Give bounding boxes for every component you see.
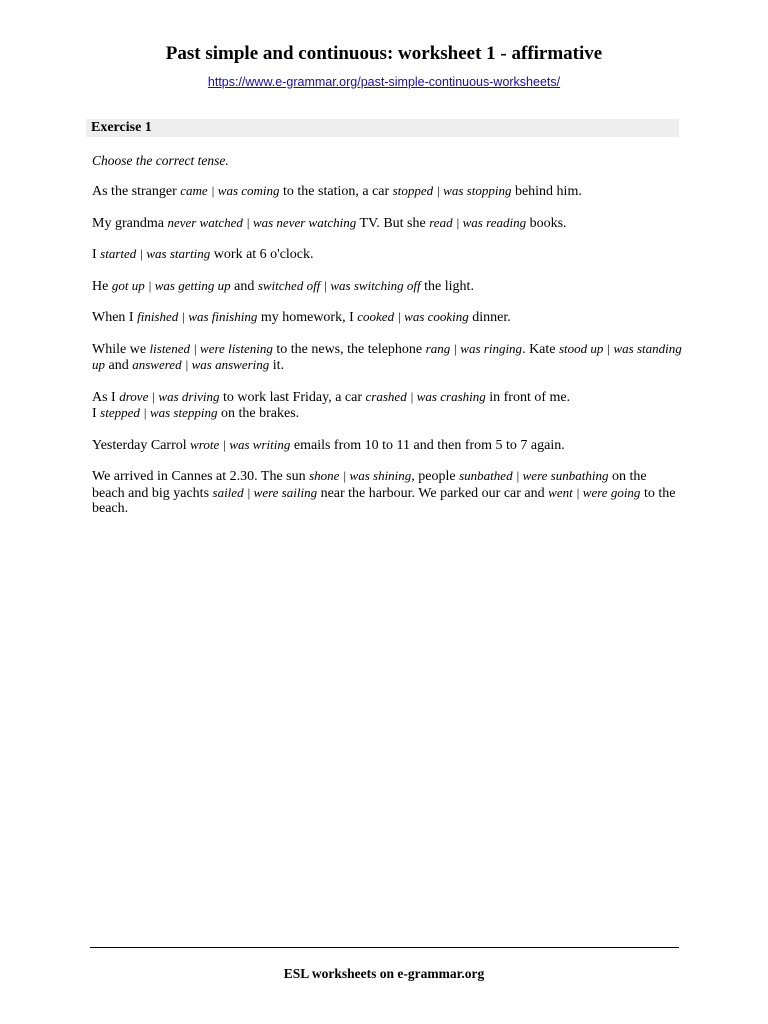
- sentence-text: My grandma: [92, 215, 168, 231]
- exercise-item: [92, 341, 682, 374]
- sentence-text: I: [92, 406, 101, 421]
- footer-divider: [90, 947, 679, 948]
- sentence-text: to the news, the telephone: [272, 341, 426, 357]
- sentence-text: I: [92, 247, 101, 262]
- sentence-text: to the beach.: [92, 485, 676, 516]
- sentence-text: As the stranger: [92, 184, 181, 199]
- tense-choice: shone | was shining: [309, 468, 412, 483]
- exercise-heading: Exercise 1: [91, 120, 152, 135]
- exercise-item: [92, 246, 682, 263]
- tense-choice: came | was coming: [180, 183, 280, 198]
- sentence-text: Yesterday Carrol: [92, 437, 191, 453]
- tense-choice: sailed | were sailing: [212, 484, 318, 500]
- tense-choice: cooked | was cooking: [357, 309, 469, 324]
- sentence-text: He: [92, 278, 112, 294]
- sentence-text: emails from 10 to 11 and then from 5 to 7 again.: [290, 437, 565, 453]
- tense-choice: drove | was driving: [119, 388, 220, 404]
- sentence-text: my homework, I: [257, 310, 358, 325]
- sentence-text: and: [230, 278, 258, 294]
- sentence-text: dinner.: [468, 310, 511, 325]
- tense-choice: finished | was finishing: [137, 309, 258, 324]
- tense-choice: went | were going: [548, 484, 641, 500]
- exercise-item: [92, 437, 682, 454]
- sentence-text: near the harbour. We parked our car and: [317, 485, 549, 501]
- tense-choice: got up | was getting up: [111, 277, 231, 293]
- source-link[interactable]: https://www.e-grammar.org/past-simple-continuous-worksheets/: [207, 75, 561, 89]
- exercise-item: [92, 309, 682, 326]
- sentence-text: to the station, a car: [279, 184, 393, 199]
- tense-choice: answered | was answering: [132, 357, 270, 372]
- tense-choice: rang | was ringing: [425, 340, 523, 356]
- exercise-instruction: Choose the correct tense.: [92, 153, 229, 168]
- sentence-text: work at 6 o'clock.: [210, 247, 314, 262]
- tense-choice: stopped | was stopping: [392, 183, 512, 198]
- sentence-text: on the brakes.: [217, 406, 300, 421]
- tense-choice: stood up | was standing up: [92, 340, 682, 372]
- sentence-text: the light.: [420, 278, 474, 294]
- sentence-text: TV. But she: [356, 215, 430, 231]
- exercise-heading-bar: [86, 119, 679, 137]
- sentence-text: , people: [411, 469, 460, 484]
- sentence-text: books.: [526, 215, 567, 231]
- sentence-text: We arrived in Cannes at 2.30. The sun: [92, 469, 310, 484]
- page-title: Past simple and continuous: worksheet 1 - affirmative: [165, 43, 603, 64]
- tense-choice: read | was reading: [429, 214, 527, 230]
- tense-choice: crashed | was crashing: [365, 388, 486, 404]
- tense-choice: started | was starting: [100, 246, 211, 261]
- sentence-text: . Kate: [522, 341, 559, 357]
- exercise-items: [92, 183, 682, 532]
- exercise-item: [92, 183, 682, 200]
- sentence-text: When I: [92, 310, 138, 325]
- sentence-text: on the beach and big yachts: [92, 469, 647, 501]
- footer-text: ESL worksheets on e-grammar.org: [283, 966, 485, 981]
- sentence-text: in front of me.: [485, 389, 571, 405]
- sentence-text: behind him.: [511, 184, 582, 199]
- tense-choice: switched off | was switching off: [257, 277, 421, 293]
- tense-choice: stepped | was stepping: [100, 405, 218, 420]
- sentence-text: As I: [92, 389, 120, 405]
- sentence-text: it.: [269, 358, 285, 373]
- exercise-item: [92, 278, 682, 295]
- tense-choice: listened | were listening: [149, 340, 273, 356]
- exercise-item: [92, 215, 682, 232]
- sentence-text: While we: [92, 341, 150, 357]
- tense-choice: sunbathed | were sunbathing: [459, 468, 609, 483]
- source-link-container: [0, 75, 768, 89]
- exercise-item: [92, 468, 682, 517]
- sentence-text: and: [105, 358, 133, 373]
- exercise-item: [92, 389, 682, 422]
- tense-choice: never watched | was never watching: [167, 214, 357, 230]
- tense-choice: wrote | was writing: [190, 436, 291, 452]
- sentence-text: to work last Friday, a car: [219, 389, 366, 405]
